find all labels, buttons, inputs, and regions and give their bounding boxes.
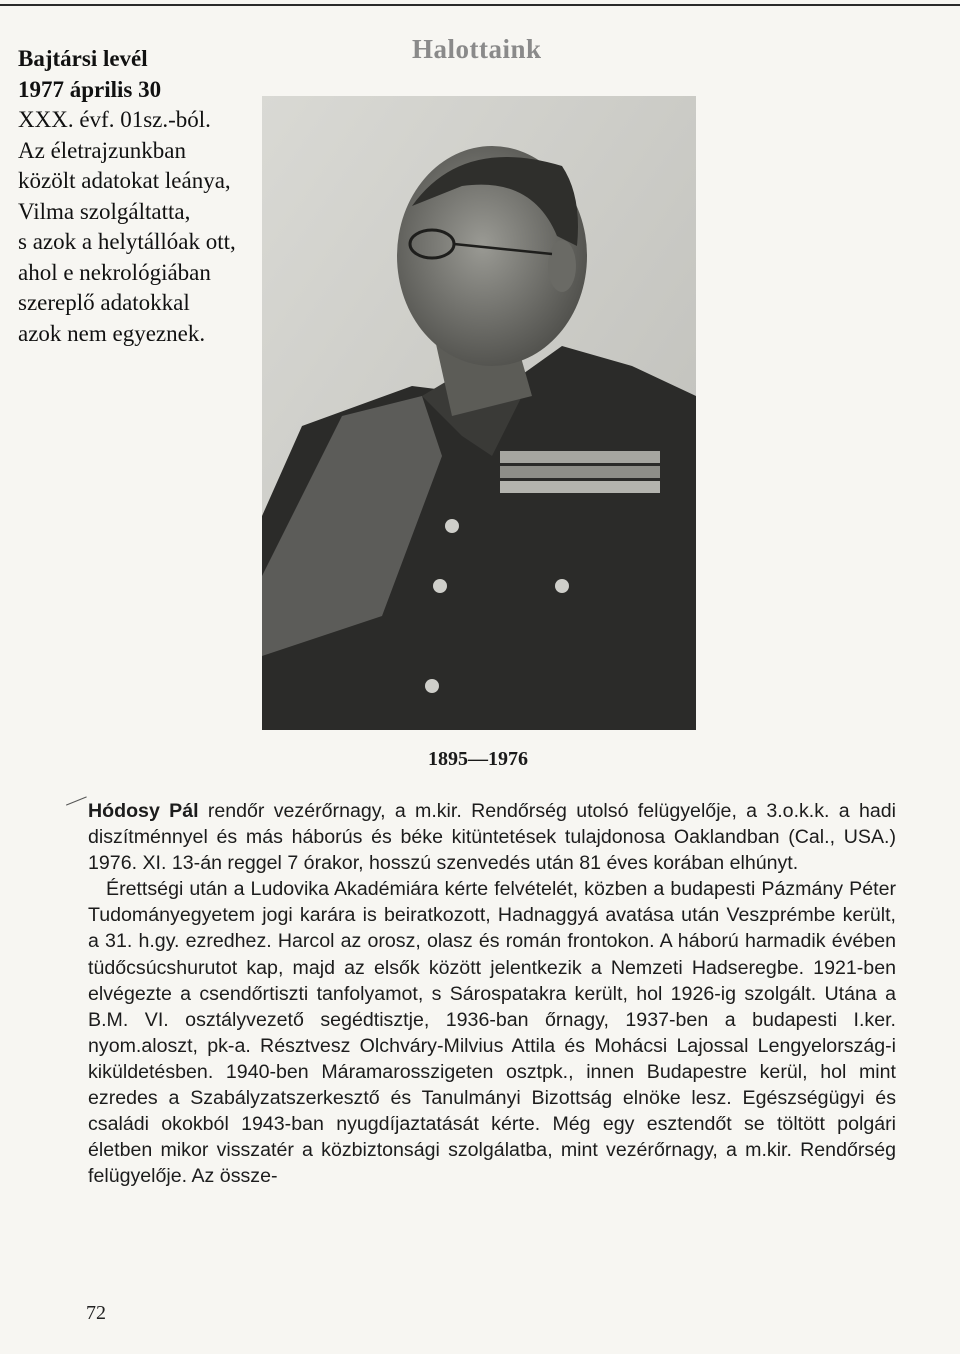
obituary-text (88, 798, 896, 1189)
intro-text: rendőr vezérőrnagy, a m.kir. Rendőrség utolsó felügyelője, a 3.o.k.k. a hadi diszítménnyel és más háborús és béke kitüntetések tulajdonosa Oaklandban (Cal., USA.) 1976. XI. 13-án reggel 7 órakor, hosszú szenvedés után 81 éves korában elhúnyt. (88, 800, 896, 875)
top-border-line (0, 4, 960, 6)
note-line: Bajtársi levél (18, 46, 148, 71)
page-number: 72 (86, 1302, 106, 1324)
note-line: azok nem egyeznek. (18, 320, 206, 346)
note-line: szereplő adatokkal (18, 290, 190, 315)
portrait-illustration (262, 96, 696, 730)
intro-paragraph (88, 798, 896, 876)
biography-paragraph: Érettségi után a Ludovika Akadémiára kérte felvételét, közben a budapesti Pázmány Péter Tudományegyetem jogi karára is beiratkozott, Hadnaggyá avatása után Veszprémbe került, a 31. h.gy. ezredhez. Harcol az orosz, olasz és román frontokon. A háború harmadik évében tüdőcsúcshurutot kap, majd az elsők között jelentkezik a Nemzeti Hadseregbe. 1921-ben elvégezte a csendőrtiszti tanfolyamot, s Sárospatakra került, hol 1926-ig szolgált. Utána a B.M. VI. osztályvezető segédtisztje, 1936-ban őrnagy, 1937-ben a budapesti I.ker. nyom.aloszt, pk-a. Résztvesz Olchváry-Milvius Attila és Mohácsi Lajossal Lengyelország-i kiküldetésben. 1940-ben Máramarosszigeten osztpk., innen Budapestre kerül, hol mint ezredes a Szabályzatszerkesztő és Tanulmányi Bizottság elnöke lesz. Egészségügyi és családi okokból 1943-ban nyugdíjaztatását kérte. Még egy esztendőt se töltött polgári életben mikor visszatér a közbiztonsági szolgálatba, mint vezérőrnagy, a m.kir. Rendőrség felügyelője. Az össze- (88, 878, 896, 1188)
person-name: Hódosy Pál (88, 800, 199, 822)
portrait-photo (262, 96, 696, 730)
note-line: Az életrajzunkban (18, 137, 186, 163)
note-line: s azok a helytállóak ott, (18, 229, 236, 254)
note-line: Vilma szolgáltatta, (18, 198, 191, 224)
life-years: 1895—1976 (428, 748, 528, 770)
note-line: közölt adatokat leánya, (18, 168, 231, 193)
note-line: XXX. évf. 01sz.-ból. (18, 107, 211, 132)
note-line: 1977 április 30 (18, 76, 162, 102)
note-line: ahol e nekrológiában (18, 259, 211, 285)
page-heading: Halottaink (412, 34, 542, 64)
